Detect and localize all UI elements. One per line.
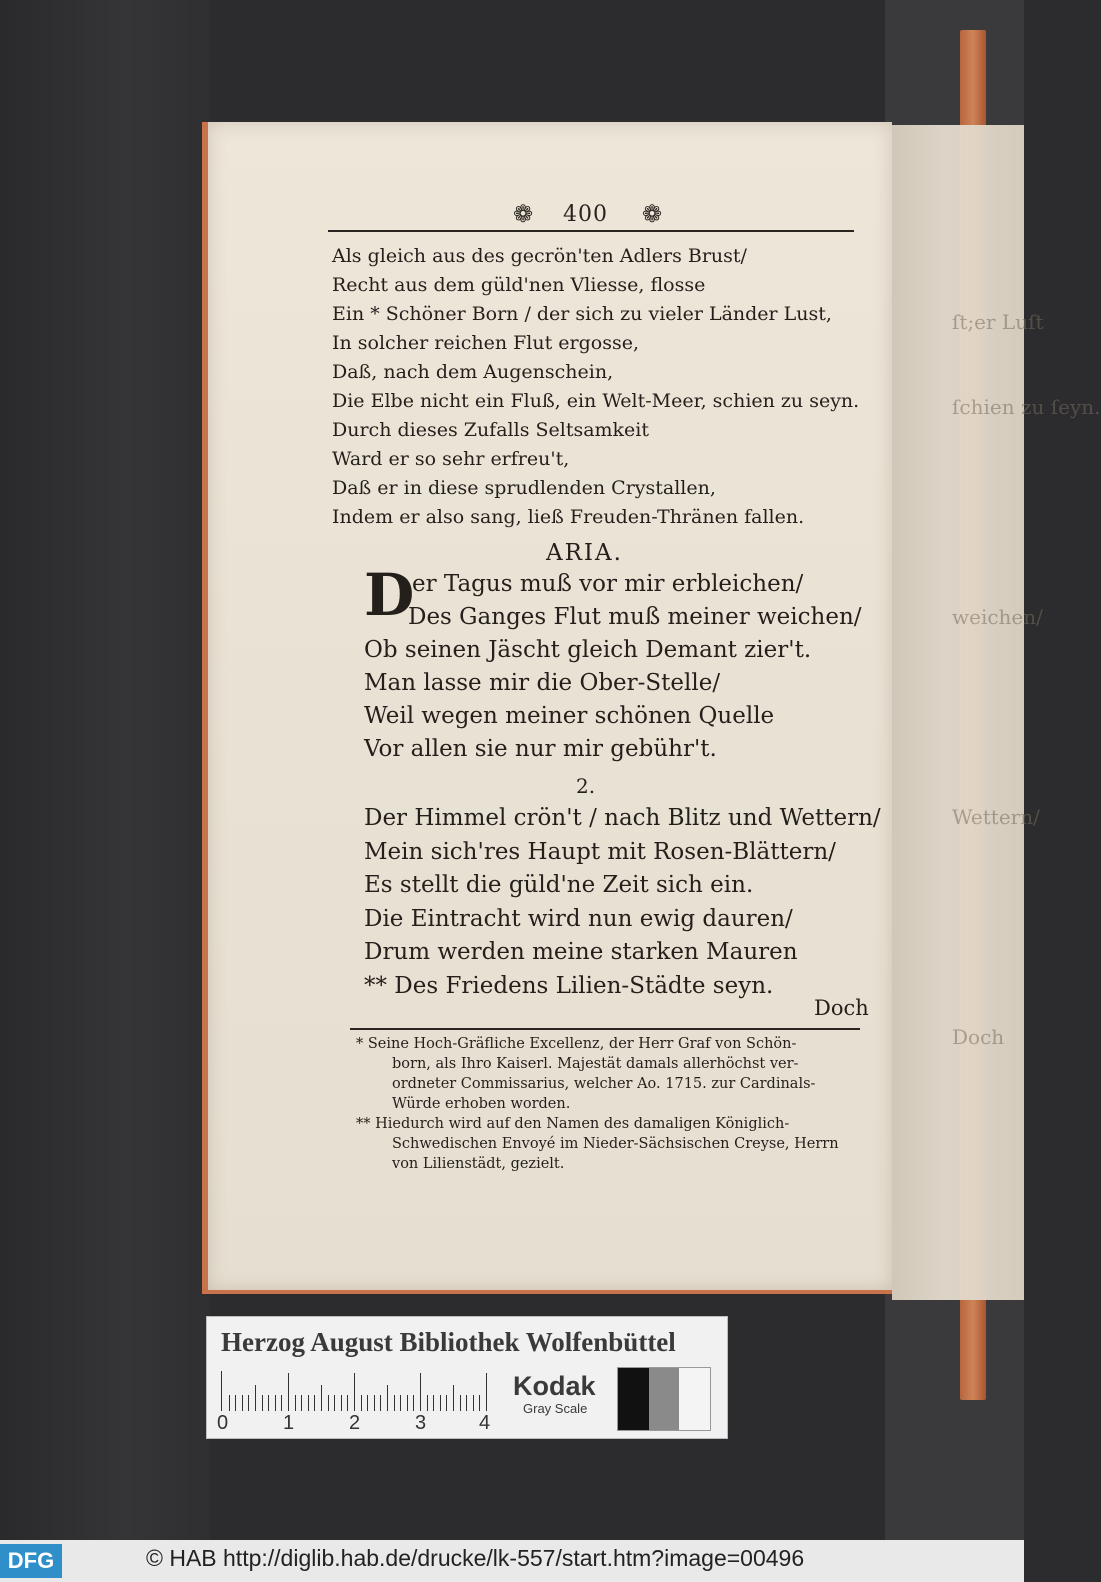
footnote-line: born, als Ihro Kaiserl. Majestät damals allerhöchst ver- (392, 1056, 799, 1072)
poem-line: In solcher reichen Flut ergosse, (332, 332, 639, 354)
header-rule (328, 230, 854, 232)
color-scale-card (206, 1316, 728, 1439)
poem-line: Ward er so sehr erfreu't, (332, 448, 570, 470)
ornament-left-icon: ❁ (513, 200, 534, 228)
dfg-logo: DFG (0, 1544, 62, 1578)
aria-line: Der Himmel crön't / nach Blitz und Wettern/ (364, 805, 881, 831)
ruler-tick (446, 1395, 447, 1411)
ruler-tick (413, 1395, 414, 1411)
ruler-tick (334, 1395, 335, 1411)
book-page (202, 122, 892, 1294)
ruler-tick (248, 1395, 249, 1411)
aria-line: Drum werden meine starken Mauren (364, 939, 798, 965)
poem-line: Indem er also sang, ließ Freuden-Thränen fallen. (332, 506, 805, 528)
ruler-tick (255, 1385, 256, 1411)
ruler-label: 4 (479, 1412, 491, 1434)
ruler-tick (433, 1395, 434, 1411)
ruler-tick (394, 1395, 395, 1411)
ruler-tick (235, 1395, 236, 1411)
poem-text (332, 242, 872, 532)
poem-line: Ein * Schöner Born / der sich zu vieler Länder Lust, (332, 303, 832, 325)
ruler-tick (486, 1373, 487, 1411)
ruler-tick (460, 1395, 461, 1411)
aria-heading: ARIA. (546, 540, 623, 566)
ruler-label: 1 (283, 1412, 295, 1434)
aria-line: Es stellt die güld'ne Zeit sich ein. (364, 872, 754, 898)
ruler-tick (440, 1395, 441, 1411)
swatch-black (618, 1368, 649, 1430)
ruler-tick (453, 1385, 454, 1411)
page-header (348, 200, 856, 232)
ruler-tick (479, 1395, 480, 1411)
poem-line: Daß er in diese sprudlenden Crystallen, (332, 477, 716, 499)
ruler-tick (380, 1395, 381, 1411)
aria-line: Man lasse mir die Ober-Stelle/ (364, 670, 721, 696)
ruler-tick (387, 1385, 388, 1411)
verse-number: 2. (576, 774, 596, 798)
ruler-tick (400, 1395, 401, 1411)
ruler-tick (295, 1395, 296, 1411)
poem-line: Durch dieses Zufalls Seltsamkeit (332, 419, 650, 441)
ruler-tick (367, 1395, 368, 1411)
ruler-tick (420, 1373, 421, 1411)
aria-line: Mein sich'res Haupt mit Rosen-Blättern/ (364, 838, 836, 865)
poem-line: Als gleich aus des gecrön'ten Adlers Brust/ (332, 245, 747, 267)
ruler-tick (275, 1395, 276, 1411)
ruler-tick (229, 1395, 230, 1411)
poem-line: Daß, nach dem Augenschein, (332, 361, 614, 383)
swatch-white (679, 1368, 710, 1430)
aria-line: Weil wegen meiner schönen Quelle (364, 703, 775, 729)
aria-line: ** Des Friedens Lilien-Städte seyn. (364, 972, 774, 999)
footnote-line: Schwedischen Envoyé im Nieder-Sächsischen Creyse, Herrn (392, 1136, 839, 1152)
swatch-gray (649, 1368, 680, 1430)
footnote-line: ordneter Commissarius, welcher Ao. 1715. zur Cardinals- (392, 1076, 816, 1092)
ruler-tick (288, 1373, 289, 1411)
ruler-tick (354, 1373, 355, 1411)
copyright-link[interactable]: © HAB http://diglib.hab.de/drucke/lk-557/start.htm?image=00496 (146, 1545, 805, 1571)
ruler-tick (341, 1395, 342, 1411)
ruler-tick (374, 1395, 375, 1411)
footnotes (356, 1034, 866, 1174)
ruler-tick (308, 1395, 309, 1411)
ruler-label: 2 (349, 1412, 361, 1434)
ruler-tick (347, 1395, 348, 1411)
aria-line: er Tagus muß vor mir erbleichen/ (412, 571, 804, 597)
ruler-tick (427, 1395, 428, 1411)
aria-line: Die Eintracht wird nun ewig dauren/ (364, 905, 793, 932)
kodak-logo: Kodak (513, 1371, 596, 1401)
footnote-line: * Seine Hoch-Gräfliche Excellenz, der Herr Graf von Schön- (356, 1036, 797, 1052)
footnote-rule (350, 1028, 860, 1030)
ruler-tick (328, 1395, 329, 1411)
adjacent-page: ſt;er Luſt ſchien zu ſeyn. weichen/ Wettern/ Doch (892, 125, 1024, 1300)
ruler-tick (242, 1395, 243, 1411)
page-number: 400 (563, 202, 608, 227)
library-name: Herzog August Bibliothek Wolfenbüttel (221, 1327, 676, 1357)
ruler-label: 0 (217, 1412, 229, 1434)
poem-line: Recht aus dem güld'nen Vliesse, flosse (332, 274, 706, 296)
ruler-tick (301, 1395, 302, 1411)
ruler-tick (473, 1395, 474, 1411)
aria-dropcap: D (364, 561, 415, 629)
ruler-tick (407, 1395, 408, 1411)
aria-verse-2 (364, 802, 884, 1003)
aria-line: Vor allen sie nur mir gebühr't. (364, 736, 717, 762)
footnote-line: von Lilienstädt, gezielt. (392, 1156, 565, 1172)
ruler-tick (268, 1395, 269, 1411)
ruler-tick (262, 1395, 263, 1411)
scan-background (0, 0, 210, 1540)
footnote-line: ** Hiedurch wird auf den Namen des damaligen Königlich- (356, 1116, 790, 1132)
aria-line: Ob seinen Jäscht gleich Demant zier't. (364, 637, 812, 663)
ruler-label: 3 (415, 1412, 427, 1434)
ruler-tick (314, 1395, 315, 1411)
gray-scale-label: Gray Scale (523, 1401, 588, 1416)
ruler-tick (321, 1385, 322, 1411)
aria-verse-1 (364, 561, 864, 766)
ruler-tick (281, 1395, 282, 1411)
ruler (221, 1371, 494, 1411)
footnote-line: Würde erhoben worden. (392, 1096, 571, 1112)
ornament-right-icon: ❁ (642, 200, 663, 228)
ruler-tick (466, 1395, 467, 1411)
catchword: Doch (814, 996, 869, 1020)
poem-line: Die Elbe nicht ein Fluß, ein Welt-Meer, schien zu seyn. (332, 390, 860, 412)
aria-line: Des Ganges Flut muß meiner weichen/ (408, 604, 862, 630)
ruler-tick (361, 1395, 362, 1411)
gray-swatches (617, 1367, 711, 1431)
